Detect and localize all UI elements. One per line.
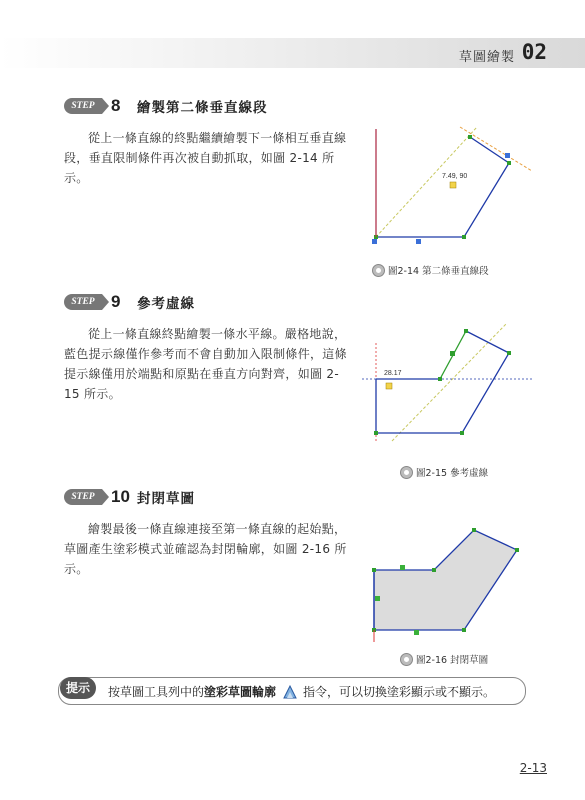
figure-caption-icon (400, 653, 413, 666)
step-9-text: 從上一條直線終點繪製一條水平線。嚴格地說，藍色提示線僅作參考而不會自動加入限制條件，這條提示線僅用於端點和原點在垂直方向對齊，如圖 2-15 所示。 (64, 327, 347, 401)
tip-text-before: 按草圖工具列中的 (108, 685, 205, 699)
chapter-title: 草圖繪製 (458, 50, 515, 65)
step-badge: STEP (64, 489, 102, 505)
step-8-heading (64, 96, 268, 116)
step-badge: STEP (64, 98, 102, 114)
step-arrow-icon (102, 294, 109, 310)
step-arrow-icon (102, 98, 109, 114)
caption-text: 圖2-15 參考虛線 (416, 468, 489, 479)
step-10-heading (64, 487, 195, 507)
figure-2-16-caption (400, 652, 488, 666)
figure-caption-icon (400, 466, 413, 479)
figure-2-15 (362, 323, 532, 448)
figure-2-15-caption (400, 465, 488, 479)
figure-2-16 (362, 518, 532, 643)
step-badge: STEP (64, 294, 102, 310)
figure-2-14-caption (372, 263, 489, 277)
caption-text: 圖2-16 封閉草圖 (416, 655, 489, 666)
figure-caption-icon (372, 264, 385, 277)
step-title: 封閉草圖 (137, 491, 195, 507)
step-number: 9 (111, 292, 121, 311)
figure-2-14 (362, 125, 532, 250)
caption-text: 圖2-14 第二條垂直線段 (388, 266, 489, 277)
tip-command-name: 塗彩草圖輪廓 (204, 685, 277, 699)
step-arrow-icon (102, 489, 109, 505)
tip-badge: 提示 (60, 677, 96, 699)
figure-dimension-label: 28.17 (384, 370, 402, 377)
step-number: 8 (111, 96, 121, 115)
tip-text-after: 指令，可以切換塗彩顯示或不顯示。 (303, 685, 496, 699)
step-title: 參考虛線 (137, 296, 195, 312)
step-10-text: 繪製最後一條直線連接至第一條直線的起始點，草圖產生塗彩模式並確認為封閉輪廓，如圖 2-16 所示。 (64, 522, 347, 576)
chapter-number: 02 (521, 40, 547, 64)
step-9-heading (64, 292, 195, 312)
step-number: 10 (111, 487, 130, 506)
shaded-sketch-contour-icon (282, 685, 298, 699)
page-number: 2-13 (519, 761, 547, 775)
step-title: 繪製第二條垂直線段 (137, 100, 268, 116)
tip-text (108, 683, 495, 700)
step-8-text: 從上一條直線的終點繼續繪製下一條相互垂直線段，垂直限制條件再次被自動抓取，如圖 2-14 所示。 (64, 131, 347, 185)
figure-dimension-label: 7.49, 90 (442, 173, 468, 180)
